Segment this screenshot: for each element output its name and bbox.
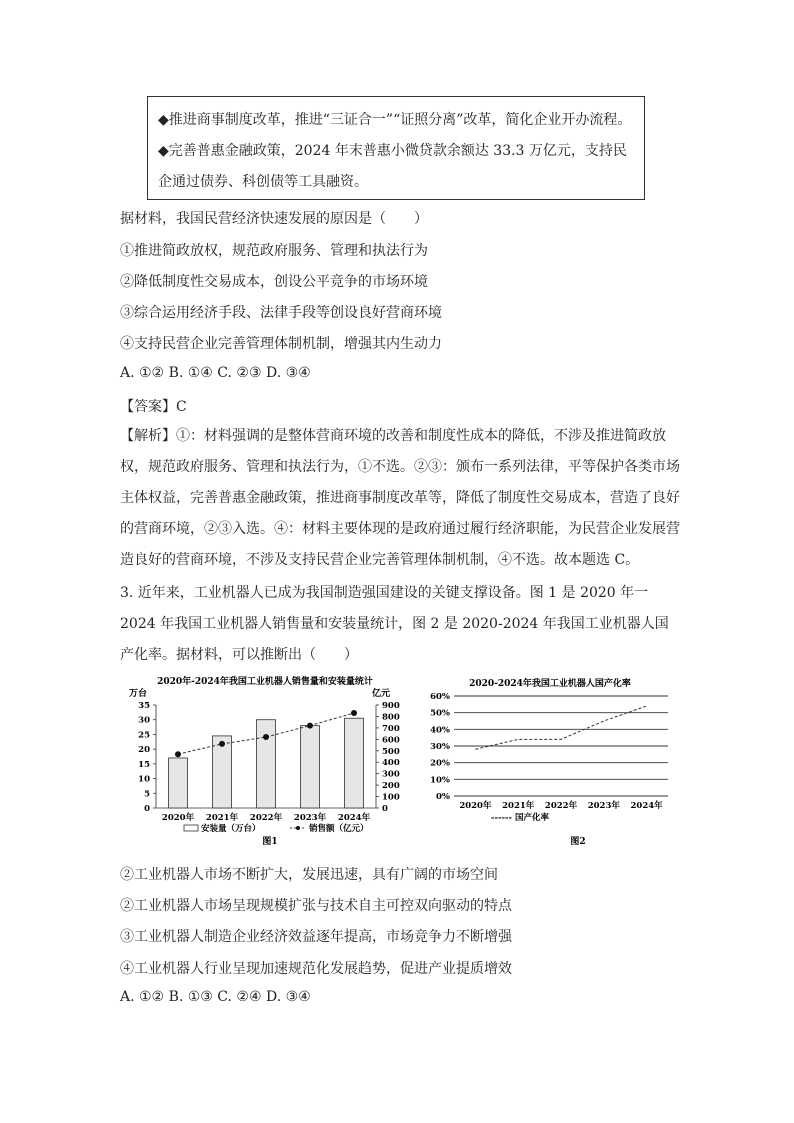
chart1-left-tick-label: 10: [138, 774, 150, 785]
chart2-x-tick-label: 2022年: [544, 801, 578, 811]
chart1-right-tick-label: 700: [382, 723, 400, 734]
chart1-x-tick-label: 2020年: [161, 813, 195, 823]
chart1-sales-point: [219, 741, 225, 747]
chart2-y-tick-label: 30%: [430, 742, 450, 752]
chart2-x-tick-label: 2021年: [502, 801, 535, 811]
chart1-right-tick-label: 500: [382, 746, 400, 757]
chart1-left-tick-label: 20: [138, 745, 150, 756]
chart2-y-tick-label: 60%: [430, 692, 450, 702]
chart1-right-tick-label: 600: [382, 735, 400, 746]
chart2-title: 2020-2024年我国工业机器人国产化率: [469, 679, 631, 689]
q2-choices: A. ①② B. ①④ C. ②③ D. ③④: [120, 365, 311, 381]
chart1-x-tick-label: 2024年: [337, 813, 371, 823]
chart1-left-axis-label: 万台: [128, 689, 148, 699]
chart2-y-tick-label: 10%: [430, 775, 450, 786]
chart2-x-tick-label: 2023年: [587, 801, 620, 811]
q2-option-2: ②降低制度性交易成本，创设公平竞争的市场环境: [120, 274, 428, 290]
chart1-bar: [257, 720, 276, 808]
q3-option-3: ③工业机器人制造企业经济效益逐年提高，市场竞争力不断增强: [120, 929, 512, 945]
chart2-y-tick-label: 50%: [430, 708, 450, 719]
figure-1-chart: [120, 670, 410, 850]
chart1-left-tick-label: 30: [138, 715, 150, 726]
chart1-bar: [345, 718, 364, 808]
q2-analysis: 【解析】①：材料强调的是整体营商环境的改善和制度性成本的降低，不涉及推进简政放权，规范政府服务、管理和执法行为，①不选。②③：颁布一系列法律，平等保护各类市场主体权益，完善普惠金融政策，推进商事制度改革等，降低了制度性交易成本，营造了良好的营商环境，②③入选。④：材料主要体现的是政府通过履行经济职能，为民营企业发展营造良好的营商环境，不涉及支持民营企业完善管理体制机制，④不选。故本题选 C。: [120, 428, 680, 568]
chart1-caption: 图1: [262, 837, 278, 847]
chart1-right-tick-label: 300: [382, 769, 400, 780]
chart1-left-tick-label: 15: [138, 759, 150, 770]
q3-choices: A. ①② B. ①③ C. ②④ D. ③④: [120, 989, 311, 1005]
chart1-legend-line: 销售额（亿元）: [309, 824, 369, 834]
chart1-left-tick-label: 25: [138, 730, 150, 741]
chart1-legend-bar-swatch: [184, 825, 198, 831]
chart1-right-tick-label: 800: [382, 712, 400, 723]
chart1-left-tick-label: 5: [144, 789, 150, 800]
q3-option-1: ②工业机器人市场不断扩大，发展迅速，具有广阔的市场空间: [120, 867, 498, 883]
chart2-x-tick-label: 2020年: [459, 801, 492, 811]
material-line-1: ◆推进商事制度改革，推进“三证合一”“证照分离”改革，简化企业开办流程。: [158, 112, 632, 128]
chart1-right-tick-label: 400: [382, 758, 400, 769]
q2-option-4: ④支持民营企业完善管理体制机制，增强其内生动力: [120, 336, 442, 352]
chart1-right-tick-label: 900: [382, 701, 400, 711]
chart1-right-tick-label: 0: [382, 804, 388, 814]
q3-option-4: ④工业机器人行业呈现加速规范化发展趋势，促进产业提质增效: [120, 961, 512, 977]
chart1-left-tick-label: 0: [144, 804, 150, 814]
chart2-y-tick-label: 40%: [430, 725, 450, 736]
chart2-legend: ------ 国产化率: [490, 813, 550, 823]
q2-stem: 据材料，我国民营经济快速发展的原因是（ ）: [120, 211, 428, 227]
chart2-y-tick-label: 0%: [436, 792, 450, 802]
chart1-sales-point: [263, 734, 269, 740]
material-line-2: ◆完善普惠金融政策，2024 年末普惠小微贷款余额达 33.3 万亿元，支持民企通过债券、科创债等工具融资。: [158, 143, 627, 190]
chart2-y-tick-label: 20%: [430, 758, 450, 769]
chart1-right-tick-label: 200: [382, 781, 400, 792]
q2-option-3: ③综合运用经济手段、法律手段等创设良好营商环境: [120, 305, 442, 321]
chart1-title: 2020年-2024年我国工业机器人销售量和安装量统计: [157, 677, 373, 687]
chart2-caption: 图2: [570, 837, 586, 847]
chart1-sales-point: [175, 751, 181, 757]
q3-stem: 3. 近年来，工业机器人已成为我国制造强国建设的关键支撑设备。图 1 是 2020 年一 2024 年我国工业机器人销售量和安装量统计，图 2 是 2020-2024 年我国工业机器人国产化率。据材料，可以推断出（ ）: [120, 585, 669, 663]
chart1-legend-marker: [296, 826, 300, 830]
chart1-right-axis-label: 亿元: [371, 689, 391, 699]
q2-option-1: ①推进简政放权，规范政府服务、管理和执法行为: [120, 243, 428, 259]
chart1-x-tick-label: 2021年: [205, 813, 239, 823]
chart1-right-tick-label: 100: [382, 792, 400, 803]
chart1-x-tick-label: 2022年: [249, 813, 283, 823]
material-box: [147, 96, 645, 200]
chart1-sales-point: [351, 710, 357, 716]
q3-option-2: ②工业机器人市场呈现规模扩张与技术自主可控双向驱动的特点: [120, 898, 512, 914]
chart2-x-tick-label: 2024年: [630, 801, 663, 811]
chart1-bar: [301, 726, 320, 808]
figure-2-chart: [410, 670, 680, 850]
chart1-legend-bar: 安装量（万台）: [201, 824, 261, 834]
chart1-bar: [169, 758, 188, 808]
chart1-left-tick-label: 35: [138, 701, 150, 711]
q2-answer: 【答案】C: [120, 399, 187, 415]
chart1-x-tick-label: 2023年: [293, 813, 327, 823]
chart1-sales-point: [307, 723, 313, 729]
